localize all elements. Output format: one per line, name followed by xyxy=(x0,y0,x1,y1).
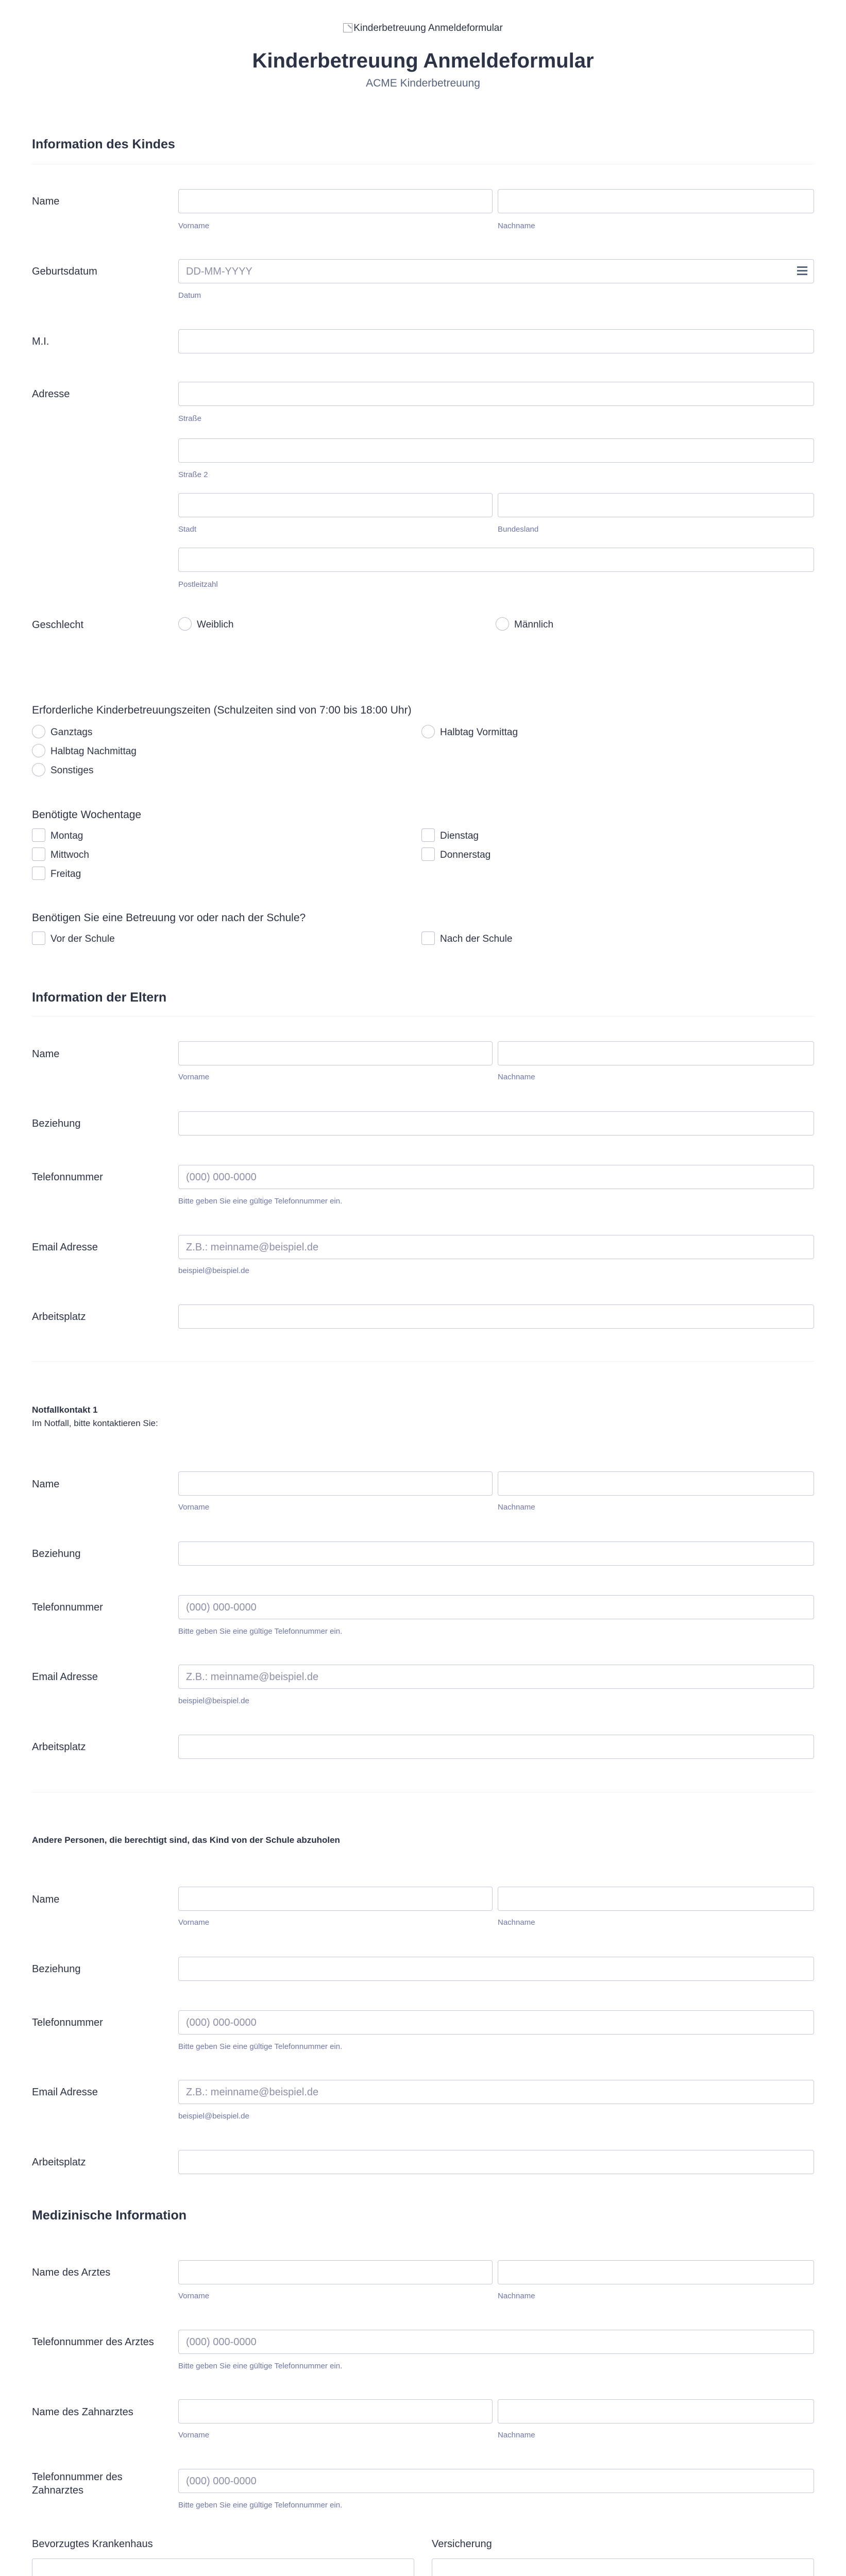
zip-input[interactable] xyxy=(178,548,814,572)
mi-label: M.I. xyxy=(32,336,49,347)
pickup-phone-label: Telefonnummer xyxy=(32,2017,103,2028)
parent-relation-input[interactable] xyxy=(178,1111,814,1136)
child-last-name-input[interactable] xyxy=(498,189,814,213)
emergency-last-name-input[interactable] xyxy=(498,1471,814,1496)
day-monday-text: Montag xyxy=(50,831,83,841)
pickup-first-name-input[interactable] xyxy=(178,1887,493,1911)
gender-female-text: Weiblich xyxy=(197,619,234,630)
times-fullday-text: Ganztags xyxy=(50,727,93,738)
emergency-first-name-input[interactable] xyxy=(178,1471,493,1496)
dentist-last-name-input[interactable] xyxy=(498,2399,814,2424)
doctor-phone-label: Telefonnummer des Arztes xyxy=(32,2336,154,2348)
street2-input[interactable] xyxy=(178,438,814,463)
zip-sublabel: Postleitzahl xyxy=(178,580,218,589)
street-sublabel: Straße xyxy=(178,414,202,423)
section-title-parents: Information der Eltern xyxy=(32,990,167,1005)
hospital-input[interactable] xyxy=(32,2558,414,2576)
pickup-phone-sublabel: Bitte geben Sie eine gültige Telefonnummer ein. xyxy=(178,2042,343,2051)
dentist-phone-label xyxy=(32,2470,123,2497)
emergency-phone-input[interactable]: (000) 000-0000 xyxy=(178,1595,814,1619)
broken-image-icon xyxy=(343,23,352,32)
pickup-email-input[interactable]: Z.B.: meinname@beispiel.de xyxy=(178,2080,814,2104)
mi-input[interactable] xyxy=(178,329,814,353)
street2-sublabel: Straße 2 xyxy=(178,470,208,479)
emergency-title: Notfallkontakt 1 xyxy=(32,1405,98,1415)
doctor-first-name-sublabel: Vorname xyxy=(178,2292,210,2300)
pickup-name-label: Name xyxy=(32,1894,60,1905)
care-school-question: Benötigen Sie eine Betreuung vor oder nach der Schule? xyxy=(32,912,306,924)
address-label: Adresse xyxy=(32,388,70,400)
parent-last-name-sublabel: Nachname xyxy=(498,1073,535,1081)
divider xyxy=(32,1361,814,1362)
city-input[interactable] xyxy=(178,493,493,517)
pickup-work-label: Arbeitsplatz xyxy=(32,2157,86,2168)
day-wednesday-text: Mittwoch xyxy=(50,850,89,860)
times-afternoon-text: Halbtag Nachmittag xyxy=(50,746,137,757)
after-school-checkbox[interactable] xyxy=(421,931,435,945)
times-fullday-radio[interactable] xyxy=(32,725,45,738)
emergency-phone-sublabel: Bitte geben Sie eine gültige Telefonnummer ein. xyxy=(178,1627,343,1636)
pickup-first-name-sublabel: Vorname xyxy=(178,1918,210,1927)
gender-female-radio[interactable] xyxy=(178,617,192,631)
care-times-question: Erforderliche Kinderbetreuungszeiten (Schulzeiten sind von 7:00 bis 18:00 Uhr) xyxy=(32,704,412,716)
emergency-subtitle: Im Notfall, bitte kontaktieren Sie: xyxy=(32,1418,158,1428)
calendar-icon[interactable] xyxy=(797,266,807,276)
day-friday-checkbox[interactable] xyxy=(32,867,45,880)
dob-input[interactable] xyxy=(178,259,814,283)
parent-relation-label: Beziehung xyxy=(32,1118,81,1129)
dentist-phone-label-line1: Telefonnummer des xyxy=(32,2471,123,2483)
pickup-work-input[interactable] xyxy=(178,2150,814,2174)
state-input[interactable] xyxy=(498,493,814,517)
emergency-last-name-sublabel: Nachname xyxy=(498,1503,535,1512)
doctor-phone-sublabel: Bitte geben Sie eine gültige Telefonnummer ein. xyxy=(178,2362,343,2370)
pickup-title: Andere Personen, die berechtigt sind, das Kind von der Schule abzuholen xyxy=(32,1835,340,1845)
day-thursday-checkbox[interactable] xyxy=(421,848,435,861)
pickup-relation-input[interactable] xyxy=(178,1957,814,1981)
dentist-name-label: Name des Zahnarztes xyxy=(32,2406,133,2418)
gender-male-text: Männlich xyxy=(514,619,554,630)
logo-alt-text: Kinderbetreuung Anmeldeformular xyxy=(353,23,503,33)
parent-last-name-input[interactable] xyxy=(498,1041,814,1065)
day-friday-text: Freitag xyxy=(50,869,81,879)
emergency-work-label: Arbeitsplatz xyxy=(32,1741,86,1753)
parent-name-label: Name xyxy=(32,1048,60,1060)
times-afternoon-radio[interactable] xyxy=(32,744,45,757)
doctor-first-name-input[interactable] xyxy=(178,2260,493,2284)
city-sublabel: Stadt xyxy=(178,525,197,534)
parent-phone-label: Telefonnummer xyxy=(32,1172,103,1183)
parent-first-name-input[interactable] xyxy=(178,1041,493,1065)
parent-first-name-sublabel: Vorname xyxy=(178,1073,210,1081)
parent-work-input[interactable] xyxy=(178,1304,814,1329)
emergency-relation-label: Beziehung xyxy=(32,1548,81,1560)
doctor-last-name-input[interactable] xyxy=(498,2260,814,2284)
doctor-name-label: Name des Arztes xyxy=(32,2267,111,2278)
dentist-first-name-sublabel: Vorname xyxy=(178,2431,210,2439)
day-wednesday-checkbox[interactable] xyxy=(32,848,45,861)
gender-label: Geschlecht xyxy=(32,619,84,631)
section-title-medical: Medizinische Information xyxy=(32,2208,187,2223)
dentist-first-name-input[interactable] xyxy=(178,2399,493,2424)
child-first-name-sublabel: Vorname xyxy=(178,222,210,230)
day-thursday-text: Donnerstag xyxy=(440,850,491,860)
emergency-email-sublabel: beispiel@beispiel.de xyxy=(178,1697,249,1705)
day-tuesday-text: Dienstag xyxy=(440,831,479,841)
times-morning-radio[interactable] xyxy=(421,725,435,738)
child-first-name-input[interactable] xyxy=(178,189,493,213)
form-title: Kinderbetreuung Anmeldeformular xyxy=(252,49,594,72)
dob-sublabel: Datum xyxy=(178,291,201,300)
pickup-last-name-sublabel: Nachname xyxy=(498,1918,535,1927)
pickup-last-name-input[interactable] xyxy=(498,1887,814,1911)
dentist-phone-label-line2: Zahnarztes xyxy=(32,2485,84,2496)
parent-email-sublabel: beispiel@beispiel.de xyxy=(178,1266,249,1275)
emergency-work-input[interactable] xyxy=(178,1735,814,1759)
after-school-text: Nach der Schule xyxy=(440,934,513,944)
doctor-phone-input[interactable]: (000) 000-0000 xyxy=(178,2330,814,2354)
child-name-label: Name xyxy=(32,196,60,207)
state-sublabel: Bundesland xyxy=(498,525,539,534)
parent-phone-input[interactable]: (000) 000-0000 xyxy=(178,1165,814,1189)
times-other-text: Sonstiges xyxy=(50,765,94,776)
emergency-phone-label: Telefonnummer xyxy=(32,1602,103,1613)
emergency-relation-input[interactable] xyxy=(178,1541,814,1566)
form-subtitle: ACME Kinderbetreuung xyxy=(366,77,480,89)
times-morning-text: Halbtag Vormittag xyxy=(440,727,518,738)
insurance-input[interactable] xyxy=(432,2558,814,2576)
hospital-label: Bevorzugtes Krankenhaus xyxy=(32,2538,153,2550)
emergency-email-label: Email Adresse xyxy=(32,1671,98,1683)
logo-image xyxy=(0,23,846,34)
pickup-email-label: Email Adresse xyxy=(32,2087,98,2098)
before-school-checkbox[interactable] xyxy=(32,931,45,945)
parent-email-input[interactable]: Z.B.: meinname@beispiel.de xyxy=(178,1235,814,1259)
dob-label: Geburtsdatum xyxy=(32,266,97,277)
emergency-name-label: Name xyxy=(32,1479,60,1490)
parent-work-label: Arbeitsplatz xyxy=(32,1311,86,1323)
child-last-name-sublabel: Nachname xyxy=(498,222,535,230)
before-school-text: Vor der Schule xyxy=(50,934,115,944)
times-other-radio[interactable] xyxy=(32,763,45,776)
day-monday-checkbox[interactable] xyxy=(32,828,45,842)
day-tuesday-checkbox[interactable] xyxy=(421,828,435,842)
dentist-phone-input[interactable]: (000) 000-0000 xyxy=(178,2469,814,2493)
pickup-email-sublabel: beispiel@beispiel.de xyxy=(178,2112,249,2121)
parent-phone-sublabel: Bitte geben Sie eine gültige Telefonnummer ein. xyxy=(178,1197,343,1206)
dob-placeholder: DD-MM-YYYY xyxy=(186,266,252,277)
street-input[interactable] xyxy=(178,382,814,406)
section-title-child: Information des Kindes xyxy=(32,137,175,151)
insurance-label: Versicherung xyxy=(432,2538,492,2550)
emergency-email-input[interactable]: Z.B.: meinname@beispiel.de xyxy=(178,1665,814,1689)
gender-male-radio[interactable] xyxy=(496,617,509,631)
pickup-relation-label: Beziehung xyxy=(32,1963,81,1975)
emergency-first-name-sublabel: Vorname xyxy=(178,1503,210,1512)
dentist-phone-sublabel: Bitte geben Sie eine gültige Telefonnummer ein. xyxy=(178,2501,343,2510)
doctor-last-name-sublabel: Nachname xyxy=(498,2292,535,2300)
parent-email-label: Email Adresse xyxy=(32,1242,98,1253)
care-days-question: Benötigte Wochentage xyxy=(32,809,142,821)
dentist-last-name-sublabel: Nachname xyxy=(498,2431,535,2439)
pickup-phone-input[interactable]: (000) 000-0000 xyxy=(178,2010,814,2035)
